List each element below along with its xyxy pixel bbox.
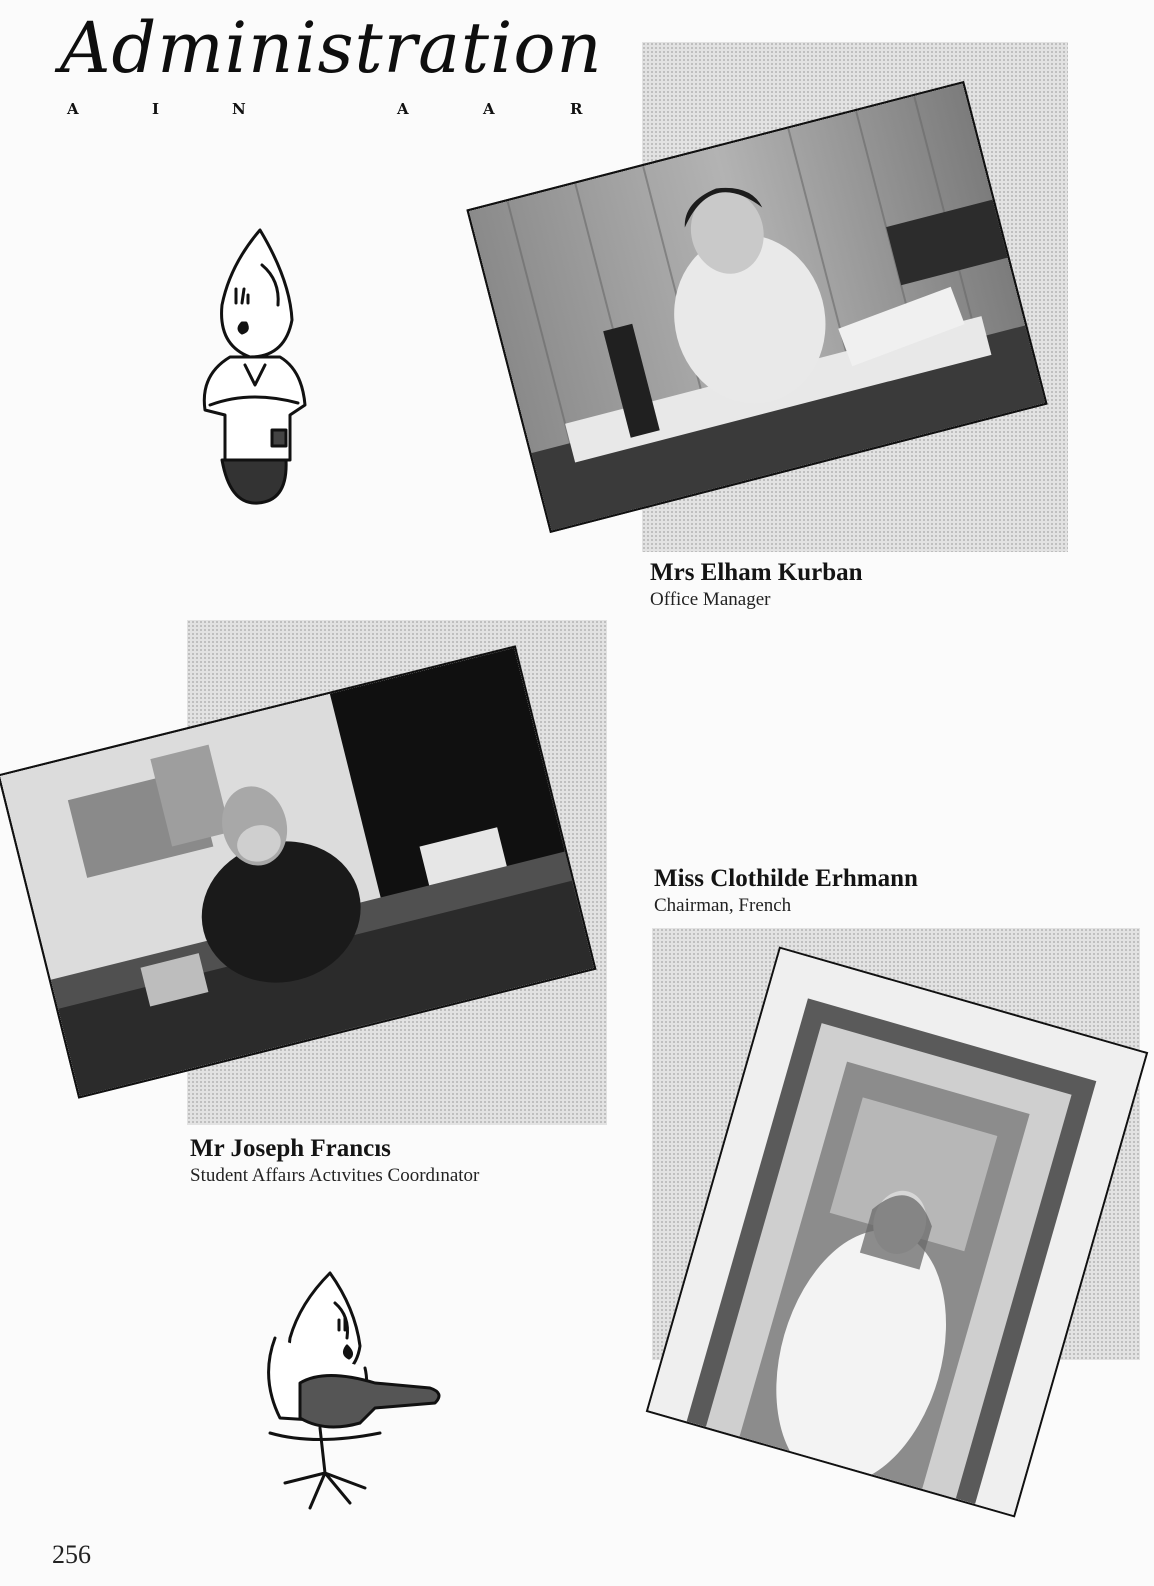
- staff-role: Office Manager: [650, 589, 771, 610]
- staff-role: Chairman, French: [654, 895, 792, 916]
- staff-name: Mr Joseph Francıs: [190, 1135, 391, 1162]
- subtitle-letter: R: [570, 100, 583, 118]
- subtitle-letter: A: [483, 100, 495, 118]
- subtitle-letter: A: [67, 100, 79, 118]
- subtitle-letter: A: [397, 100, 409, 118]
- staff-name: Miss Clothilde Erhmann: [654, 865, 918, 892]
- staff-name: Mrs Elham Kurban: [650, 559, 863, 586]
- staff-role: Student Affaırs Actıvitıes Coordınator: [190, 1165, 480, 1186]
- cartoon-mascot-seated: [255, 1268, 455, 1528]
- page-title: Administration: [60, 7, 603, 89]
- page-number: 256: [52, 1540, 91, 1569]
- cartoon-mascot-standing: [190, 225, 320, 515]
- subtitle-letter: N: [232, 100, 246, 118]
- subtitle-letters: [60, 100, 600, 122]
- subtitle-letter: I: [152, 100, 160, 118]
